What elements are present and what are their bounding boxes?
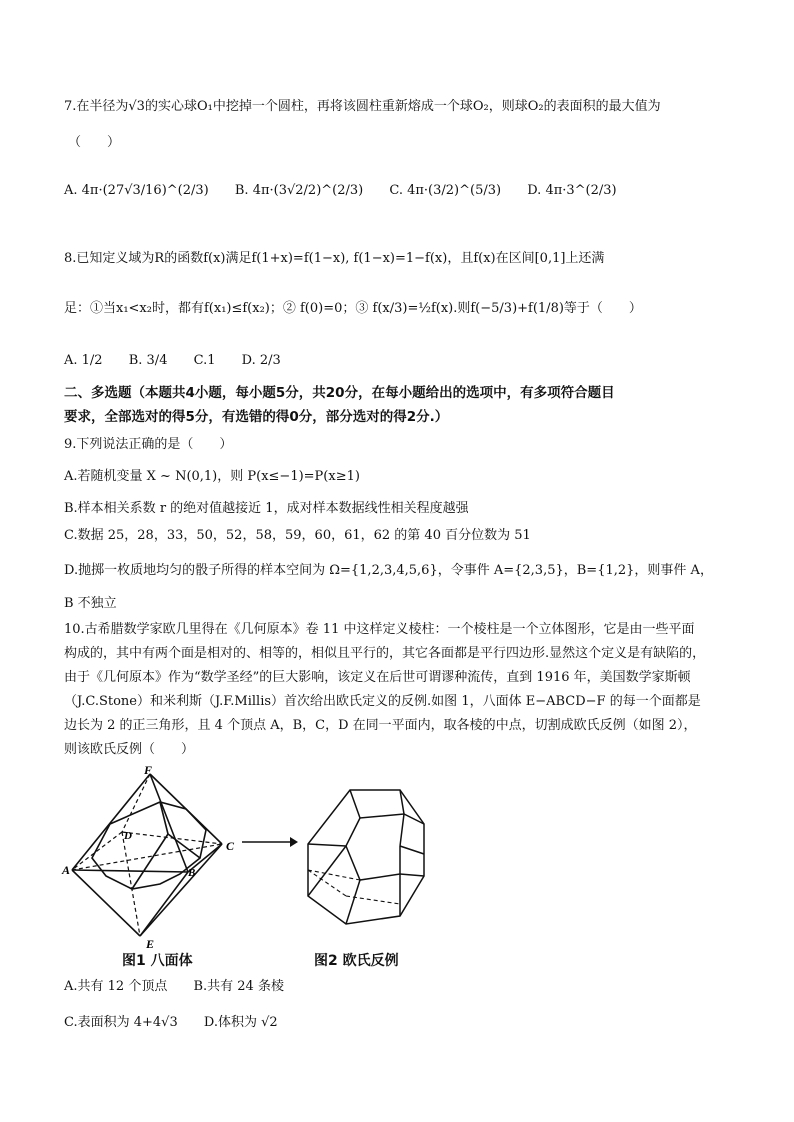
q8-stem-line2: 足：①当x₁<x₂时，都有f(x₁)≤f(x₂)；② f(0)=0；③ f(x/3)=½f(x).则f(−5/3)+f(1/8)等于（ ） [64,301,642,316]
q8-option-c: C.1 [193,353,216,368]
q7-option-d: D. 4π·3^(2/3) [527,183,617,198]
section2-heading-line2: 要求，全部选对的得5分，有选错的得0分，部分选对的得2分.） [64,409,449,425]
q7-options [64,182,639,200]
fig1-caption: 图1 八面体 [122,953,193,969]
counterexample-figure [300,784,430,934]
q7-option-b: B. 4π·(3√2/2)^(2/3) [234,183,364,198]
q9-option-d-line2: B 不独立 [64,596,117,611]
q9-option-b: B.样本相关系数 r 的绝对值越接近 1，成对样本数据线性相关程度越强 [64,501,469,516]
section2-heading-line1: 二、多选题（本题共4小题，每小题5分，共20分，在每小题给出的选项中，有多项符合题目 [64,385,615,401]
q8-stem-line1: 8.已知定义域为R的函数f(x)满足f(1+x)=f(1−x), f(1−x)=1−f(x)，且f(x)在区间[0,1]上还满 [64,251,605,266]
label-f: F [144,764,153,777]
label-d: D [124,830,132,842]
q10-line3: 由于《几何原本》作为“数学圣经”的巨大影响，该定义在后世可谓谬种流传，直到 1916 年，美国数学家斯顿 [64,670,691,685]
q10-options-row1 [64,978,306,996]
q10-option-b: B.共有 24 条棱 [193,979,284,994]
q7-option-c: C. 4π·(3/2)^(5/3) [389,183,502,198]
q10-options-row2 [64,1014,300,1032]
label-e: E [146,937,155,950]
q10-line5: 边长为 2 的正三角形，且 4 个顶点 A，B，C，D 在同一平面内，取各棱的中点，切割成欧氏反例（如图 2）， [64,718,697,733]
q9-option-c: C.数据 25，28，33，50，52，58，59，60，61，62 的第 40 百分位数为 51 [64,528,531,543]
q9-option-a: A.若随机变量 X ~ N(0,1)，则 P(x≤−1)=P(x≥1) [64,469,360,484]
q7-stem [64,98,661,116]
q10-line6: 则该欧氏反例（ ） [64,742,195,757]
q8-option-d: D. 2/3 [241,353,281,368]
label-c: C [226,839,235,853]
q8-option-b: B. 3/4 [128,353,168,368]
q10-option-a: A.共有 12 个顶点 [64,979,168,994]
q10-option-c: C.表面积为 4+4√3 [64,1015,178,1030]
octahedron-figure [60,764,250,950]
q7-option-a: A. 4π·(27√3/16)^(2/3) [64,183,209,198]
fig2-caption: 图2 欧氏反例 [314,953,399,969]
q8-options [64,352,303,370]
q7-stem-text: 7.在半径为√3的实心球O₁中挖掉一个圆柱，再将该圆柱重新熔成一个球O₂，则球O₂的表面积的最大值为 [64,99,661,114]
q10-line1: 10.古希腊数学家欧几里得在《几何原本》卷 11 中这样定义棱柱：一个棱柱是一个立体图形，它是由一些平面 [64,622,695,637]
q10-line4: （J.C.Stone）和米利斯（J.F.Millis）首次给出欧氏定义的反例.如图 1，八面体 E−ABCD−F 的每一个面都是 [64,694,701,709]
q10-option-d: D.体积为 √2 [203,1015,278,1030]
arrow-icon [240,834,300,850]
q9-option-d-line1: D.抛掷一枚质地均匀的骰子所得的样本空间为 Ω={1,2,3,4,5,6}，令事件 A={2,3,5}，B={1,2}，则事件 A， [64,563,713,578]
q8-option-a: A. 1/2 [64,353,103,368]
q9-stem: 9.下列说法正确的是（ ） [64,437,233,452]
q7-paren: （ ） [68,135,121,150]
label-b: B [188,867,196,879]
label-a: A [62,863,71,877]
q10-line2: 构成的，其中有两个面是相对的、相等的，相似且平行的，其它各面都是平行四边形.显然这个定义是有缺陷的， [64,646,706,661]
